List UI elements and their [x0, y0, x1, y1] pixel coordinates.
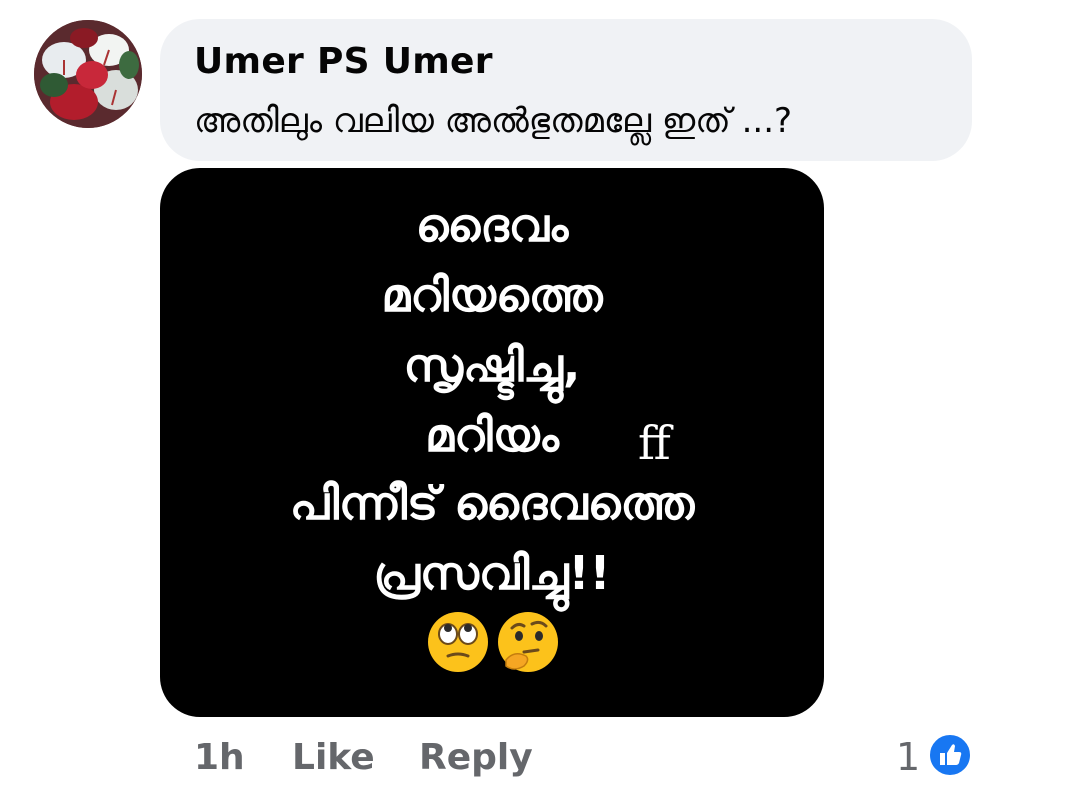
comment-text: അതിലും വലിയ അൽഭുതമല്ലേ ഇത് ...? — [194, 101, 793, 141]
reaction-count[interactable]: 1 — [896, 735, 921, 779]
author-name[interactable]: Umer PS Umer — [194, 41, 493, 82]
timestamp[interactable]: 1h — [194, 737, 245, 778]
avatar[interactable] — [34, 20, 142, 128]
image-text-line: ദൈവം — [415, 198, 569, 252]
comment-actions — [0, 733, 1080, 793]
image-text-line: സൃഷ്ടിച്ചു, — [403, 338, 581, 392]
image-text-line: മറിയം — [425, 408, 559, 462]
like-button[interactable]: Like — [292, 737, 375, 778]
comment-image[interactable] — [160, 168, 824, 717]
like-reaction-icon[interactable] — [928, 733, 972, 777]
image-text-line: മറിയത്തെ — [381, 268, 603, 322]
reply-button[interactable]: Reply — [419, 737, 533, 778]
comment-bubble — [160, 19, 972, 161]
image-text-line: പിന്നീട് ദൈവത്തെ — [289, 476, 695, 530]
avatar-image — [34, 20, 142, 128]
image-mark: ff — [638, 416, 671, 470]
image-text-line: പ്രസവിച്ചു!! — [373, 546, 611, 600]
thinking-face-emoji-icon — [496, 610, 560, 674]
emoji-row — [426, 610, 566, 674]
rolling-eyes-emoji-icon — [426, 610, 490, 674]
